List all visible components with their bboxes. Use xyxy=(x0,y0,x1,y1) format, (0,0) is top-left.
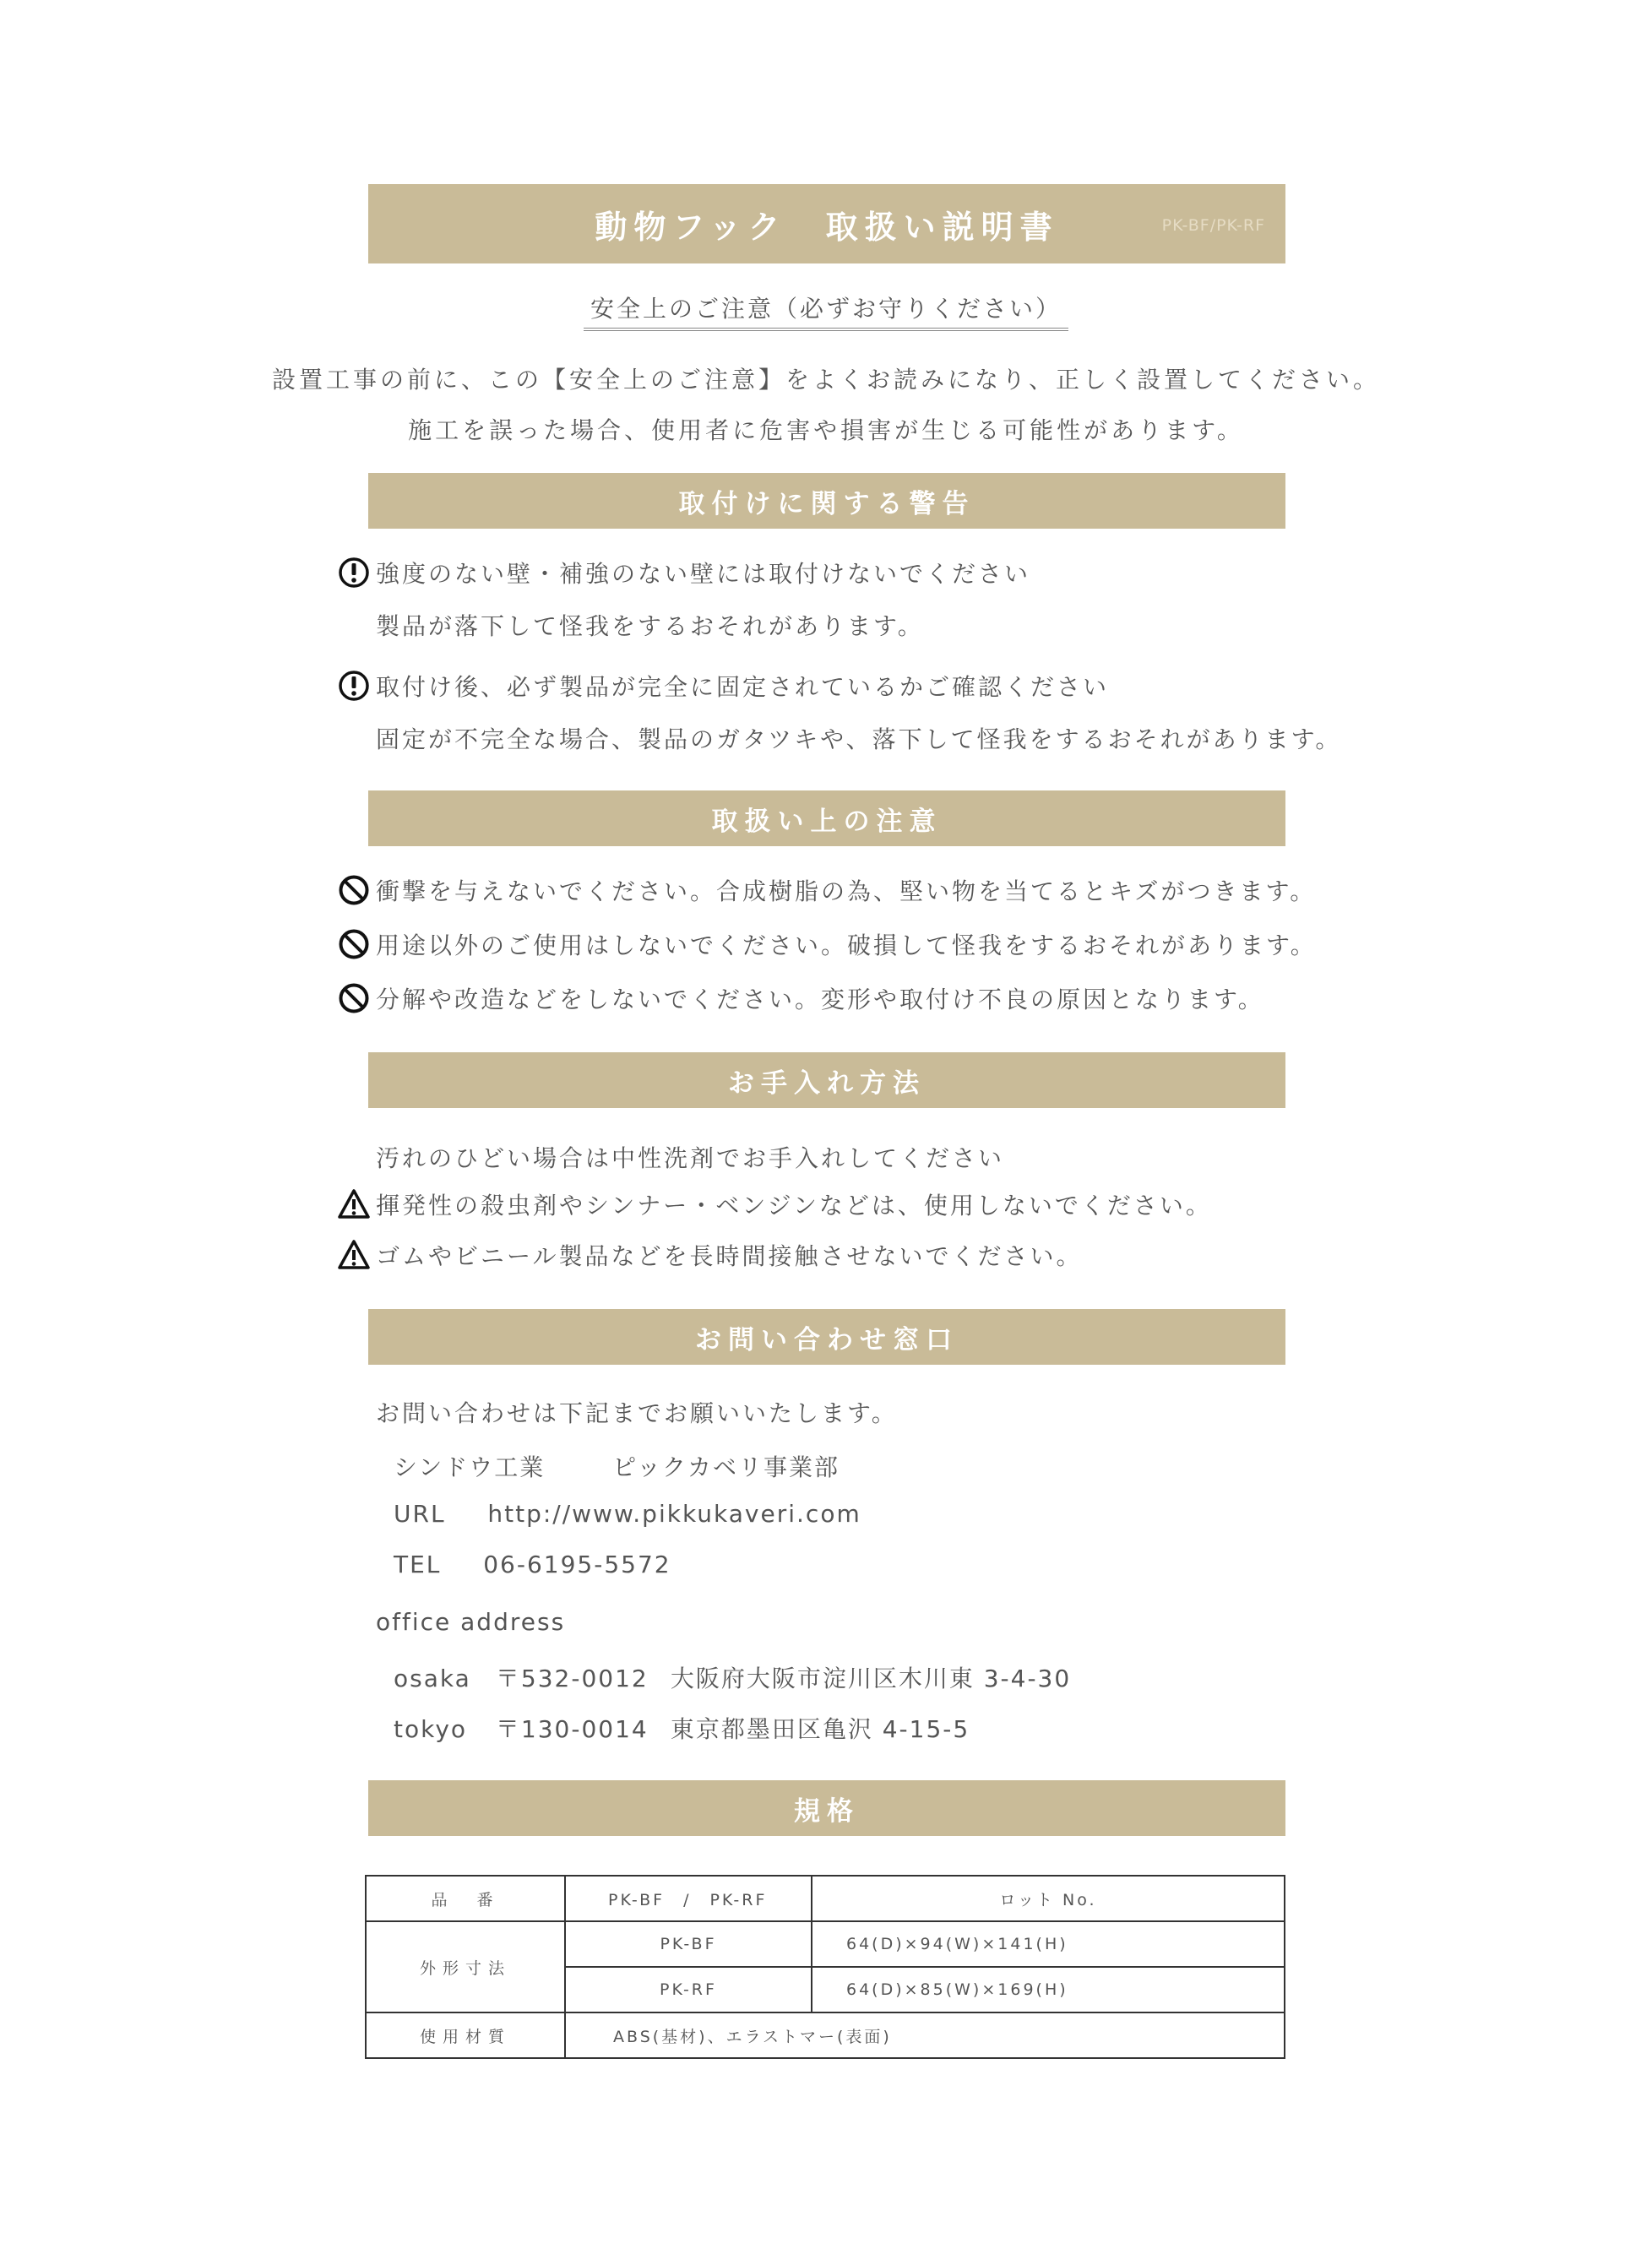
care-warning-item xyxy=(338,1187,1212,1221)
exclamation-circle-icon xyxy=(338,670,370,702)
dimension-model: PK-BF xyxy=(565,1921,812,1967)
warning-item xyxy=(338,556,1030,589)
office-address: 大阪府大阪市淀川区木川東 3-4-30 xyxy=(670,1665,1072,1692)
url-label: URL xyxy=(394,1500,446,1528)
caution-text: 用途以外のご使用はしないでください。破損して怪我をするおそれがあります。 xyxy=(376,932,1317,959)
company-name: シンドウ工業 xyxy=(394,1453,546,1481)
warning-note: 製品が落下して怪我をするおそれがあります。 xyxy=(376,612,924,640)
part-no-label: 品 番 xyxy=(366,1876,565,1921)
dimensions-label: 外形寸法 xyxy=(366,1921,565,2012)
office-name: osaka xyxy=(394,1665,471,1692)
office-postal: 〒532-0012 xyxy=(495,1665,649,1692)
tel-line xyxy=(394,1551,671,1578)
section-heading-mounting: 取付けに関する警告 xyxy=(368,473,1285,529)
table-row xyxy=(366,2012,1285,2058)
office-address-label: office address xyxy=(376,1608,566,1636)
prohibited-icon xyxy=(338,874,370,906)
material-value: ABS(基材)、エラストマー(表面) xyxy=(565,2012,1285,2058)
office-osaka xyxy=(394,1660,1071,1694)
care-warning-text: 揮発性の殺虫剤やシンナー・ベンジンなどは、使用しないでください。 xyxy=(376,1192,1212,1219)
safety-subtitle-text: 安全上のご注意（必ずお守りください） xyxy=(584,291,1068,331)
exclamation-circle-icon xyxy=(338,557,370,589)
prohibited-icon xyxy=(338,982,370,1014)
safety-intro-1: 設置工事の前に、この【安全上のご注意】をよくお読みになり、正しく設置してください。 xyxy=(271,366,1380,394)
caution-item xyxy=(338,981,1264,1015)
care-intro: 汚れのひどい場合は中性洗剤でお手入れしてください xyxy=(376,1144,1005,1172)
caution-item xyxy=(338,873,1316,907)
caution-text: 分解や改造などをしないでください。変形や取付け不良の原因となります。 xyxy=(376,986,1264,1013)
model-number: PK-BF/PK-RF xyxy=(1161,216,1265,235)
tel-number: 06-6195-5572 xyxy=(483,1551,671,1578)
dimension-value: 64(D)×85(W)×169(H) xyxy=(812,1967,1285,2012)
page-title: 動物フック 取扱い説明書 xyxy=(595,208,1059,246)
lot-label: ロット No. xyxy=(812,1876,1285,1921)
caution-text: 衝撃を与えないでください。合成樹脂の為、堅い物を当てるとキズがつきます。 xyxy=(376,877,1317,905)
contact-intro: お問い合わせは下記までお願いいたします。 xyxy=(376,1399,898,1427)
title-bar xyxy=(368,184,1285,263)
warning-item xyxy=(338,669,1109,703)
warning-note: 固定が不完全な場合、製品のガタツキや、落下して怪我をするおそれがあります。 xyxy=(376,725,1342,753)
section-heading-care: お手入れ方法 xyxy=(368,1052,1285,1108)
spec-table xyxy=(365,1875,1285,2059)
website-link[interactable]: http://www.pikkukaveri.com xyxy=(487,1500,861,1528)
care-warning-item xyxy=(338,1238,1082,1272)
safety-intro-2: 施工を誤った場合、使用者に危害や損害が生じる可能性があります。 xyxy=(408,416,1244,444)
material-label: 使用材質 xyxy=(366,2012,565,2058)
caution-item xyxy=(338,927,1317,961)
office-address: 東京都墨田区亀沢 4-15-5 xyxy=(670,1715,970,1743)
warning-text: 強度のない壁・補強のない壁には取付けないでください xyxy=(376,560,1031,588)
table-row xyxy=(366,1876,1285,1921)
office-postal: 〒130-0014 xyxy=(495,1715,649,1743)
company-line xyxy=(394,1449,840,1483)
warning-triangle-icon xyxy=(338,1188,370,1220)
division-name: ピックカベリ事業部 xyxy=(612,1453,840,1481)
tel-label: TEL xyxy=(394,1551,442,1578)
section-heading-spec: 規格 xyxy=(368,1780,1285,1836)
section-heading-contact: お問い合わせ窓口 xyxy=(368,1309,1285,1365)
section-heading-handling: 取扱い上の注意 xyxy=(368,790,1285,846)
safety-subtitle xyxy=(0,291,1652,331)
dimension-value: 64(D)×94(W)×141(H) xyxy=(812,1921,1285,1967)
office-name: tokyo xyxy=(394,1715,468,1743)
url-line xyxy=(394,1500,861,1528)
part-no-value: PK-BF / PK-RF xyxy=(565,1876,812,1921)
warning-text: 取付け後、必ず製品が完全に固定されているかご確認ください xyxy=(376,673,1110,701)
office-tokyo xyxy=(394,1711,970,1745)
prohibited-icon xyxy=(338,928,370,960)
dimension-model: PK-RF xyxy=(565,1967,812,2012)
care-warning-text: ゴムやビニール製品などを長時間接触させないでください。 xyxy=(376,1242,1083,1270)
warning-triangle-icon xyxy=(338,1239,370,1271)
table-row xyxy=(366,1921,1285,1967)
